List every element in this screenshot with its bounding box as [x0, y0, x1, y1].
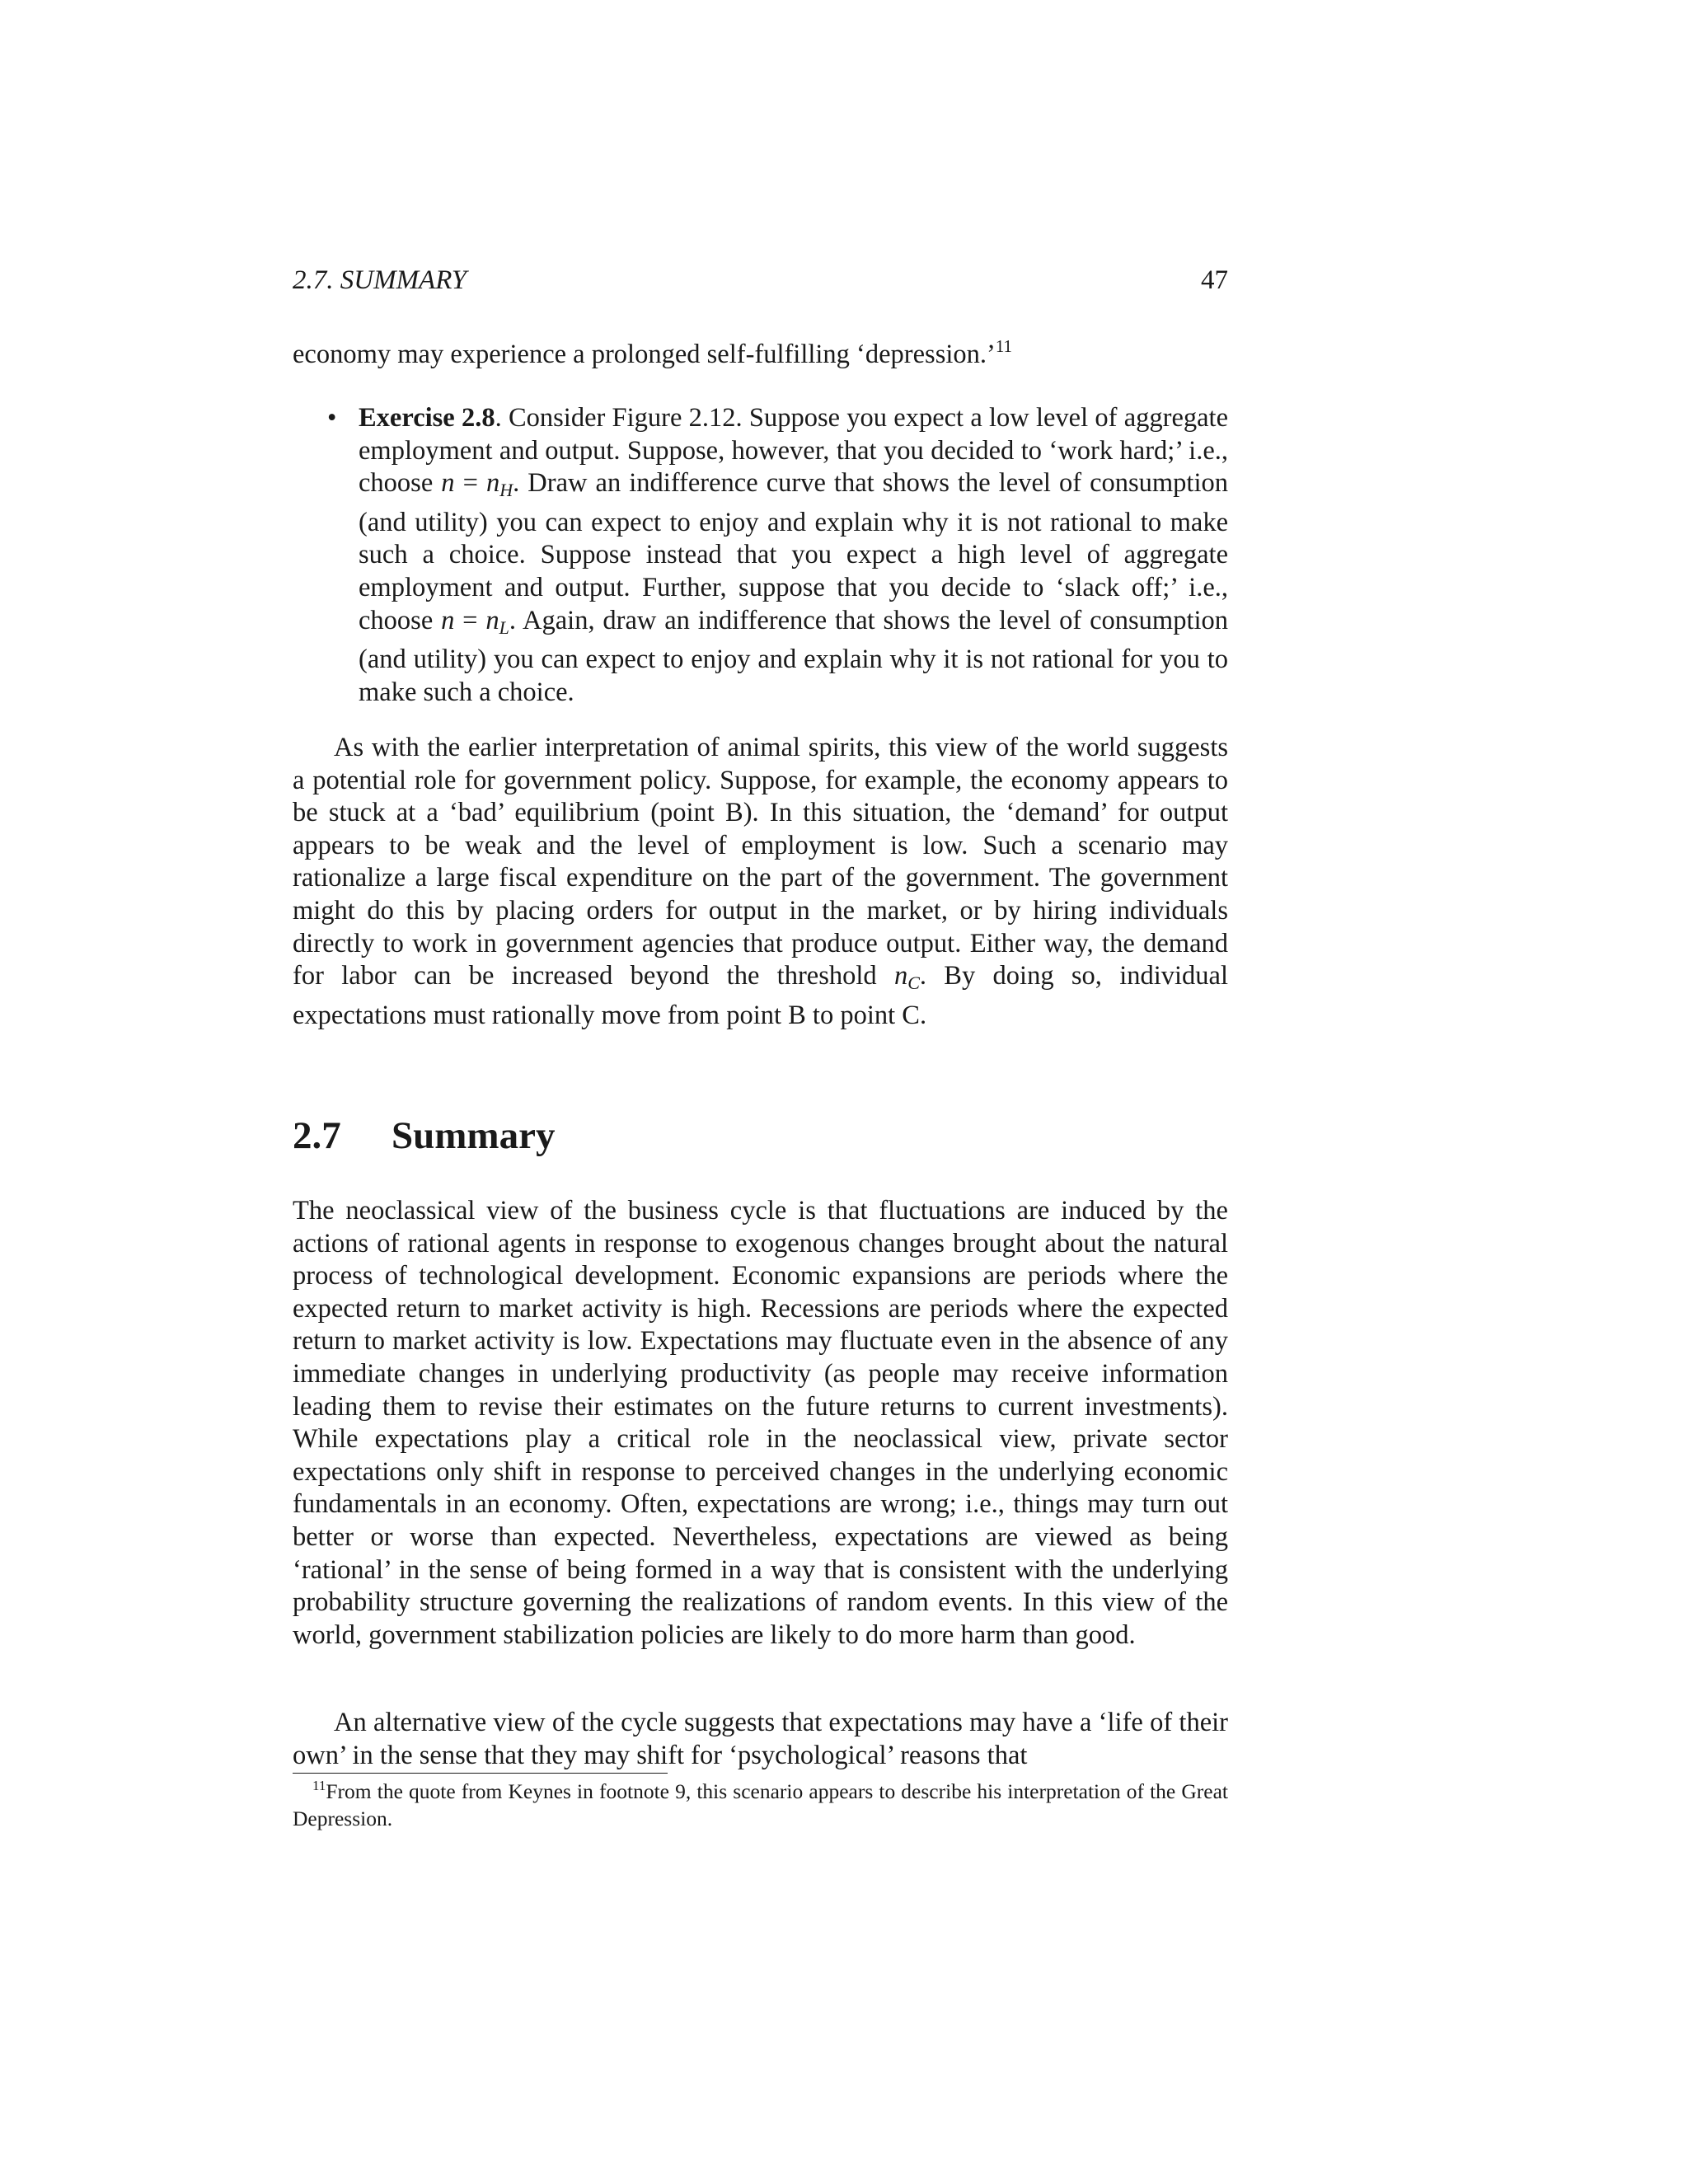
exercise-text-part-1: . Consider Figure 2.12. Suppose you expect a low level of aggregate employment and output. Suppose, however, that you decided to ‘work hard;’ i.e., choose: [359, 403, 1228, 499]
exercise-text-part-3: . Again, draw an indifference that shows the level of consumption (and utility) you can expect to enjoy and explain why it is not rational for you to make such a choice.: [359, 605, 1229, 707]
policy-paragraph: [293, 732, 1228, 1032]
exercise-label: Exercise 2.8: [359, 403, 495, 433]
math-var-n: n: [893, 961, 908, 991]
math-equals: =: [454, 468, 486, 499]
math-var-n-rhs: n: [485, 605, 499, 635]
summary-paragraph-2: An alternative view of the cycle suggests that expectations may have a ‘life of their own’ in the sense that they may shift for ‘psychological’ reasons that: [293, 1708, 1228, 1770]
running-head-title: 2.7. SUMMARY: [293, 265, 467, 295]
policy-text-part-1: As with the earlier interpretation of animal spirits, this view of the world suggests a potential role for government policy. Suppose, for example, the economy appears to be stuck at a ‘bad’ equilibrium (point B). In this situation, the ‘demand’ for output appears to be weak and the level of employment is low. Such a scenario may rationalize a large fiscal expenditure on the part of the government. The government might do this by placing orders for output in the market, or by hiring individuals directly to work in government agencies that produce output. Either way, the demand for labor can be increased beyond the threshold: [293, 733, 1228, 991]
math-subscript-h: H: [499, 480, 513, 501]
summary-paragraph-1: The neoclassical view of the business cycle is that fluctuations are induced by the actions of rational agents in response to exogenous changes brought about the natural process of technological development. Economic expansions are periods where the expected return to market activity is high. Recessions are periods where the expected return to market activity is low. Expectations may fluctuate even in the absence of any immediate changes in underlying productivity (as people may receive information leading them to revise their estimates on the future returns to current investments). While expectations play a critical role in the neoclassical view, private sector expectations only shift in response to perceived changes in the underlying economic fundamentals in an economy. Often, expectations are wrong; i.e., things may turn out better or worse than expected. Nevertheless, expectations are viewed as being ‘rational’ in the sense of being formed in a way that is consistent with the underlying probability structure governing the realizations of random events. In this view of the world, government stabilization policies are likely to do more harm than good.: [293, 1196, 1228, 1650]
running-head: [293, 262, 1228, 298]
footnote-number: 11: [312, 1778, 326, 1793]
footnote-marker: 11: [995, 336, 1013, 356]
footnote-text: From the quote from Keynes in footnote 9, this scenario appears to describe his interpretation of the Great Depression.: [293, 1779, 1228, 1830]
math-subscript-l: L: [499, 616, 509, 638]
continuation-text: economy may experience a prolonged self-fulfilling ‘depression.’: [293, 340, 996, 369]
exercise-text: [359, 402, 1228, 709]
math-var-n: n: [441, 468, 455, 499]
book-page: [293, 0, 1228, 2184]
page-number: 47: [1201, 265, 1228, 295]
section-heading: [293, 1111, 555, 1160]
exercise-item: [293, 402, 1228, 709]
math-var-n-rhs: n: [485, 468, 500, 499]
section-number: 2.7: [293, 1114, 341, 1157]
continuation-line: [293, 336, 1228, 372]
footnote-divider: [293, 1773, 668, 1774]
bullet-icon: •: [327, 403, 337, 433]
math-equals: =: [454, 605, 486, 635]
exercise-text-part-2: . Draw an indifference curve that shows the level of consumption (and utility) you can expect to enjoy and explain why it is not rational to make such a choice. Suppose instead that you expect a high level of aggregate employment and output. Further, suppose that you decide to ‘slack off;’ i.e., choose: [359, 468, 1228, 635]
policy-text-part-2: . By doing so, individual expectations must rationally move from point B to point C.: [293, 961, 1228, 1030]
section-title: Summary: [392, 1114, 556, 1157]
math-subscript-c: C: [907, 972, 920, 994]
footnote: [293, 1778, 1228, 1832]
math-var-n: n: [441, 605, 455, 635]
